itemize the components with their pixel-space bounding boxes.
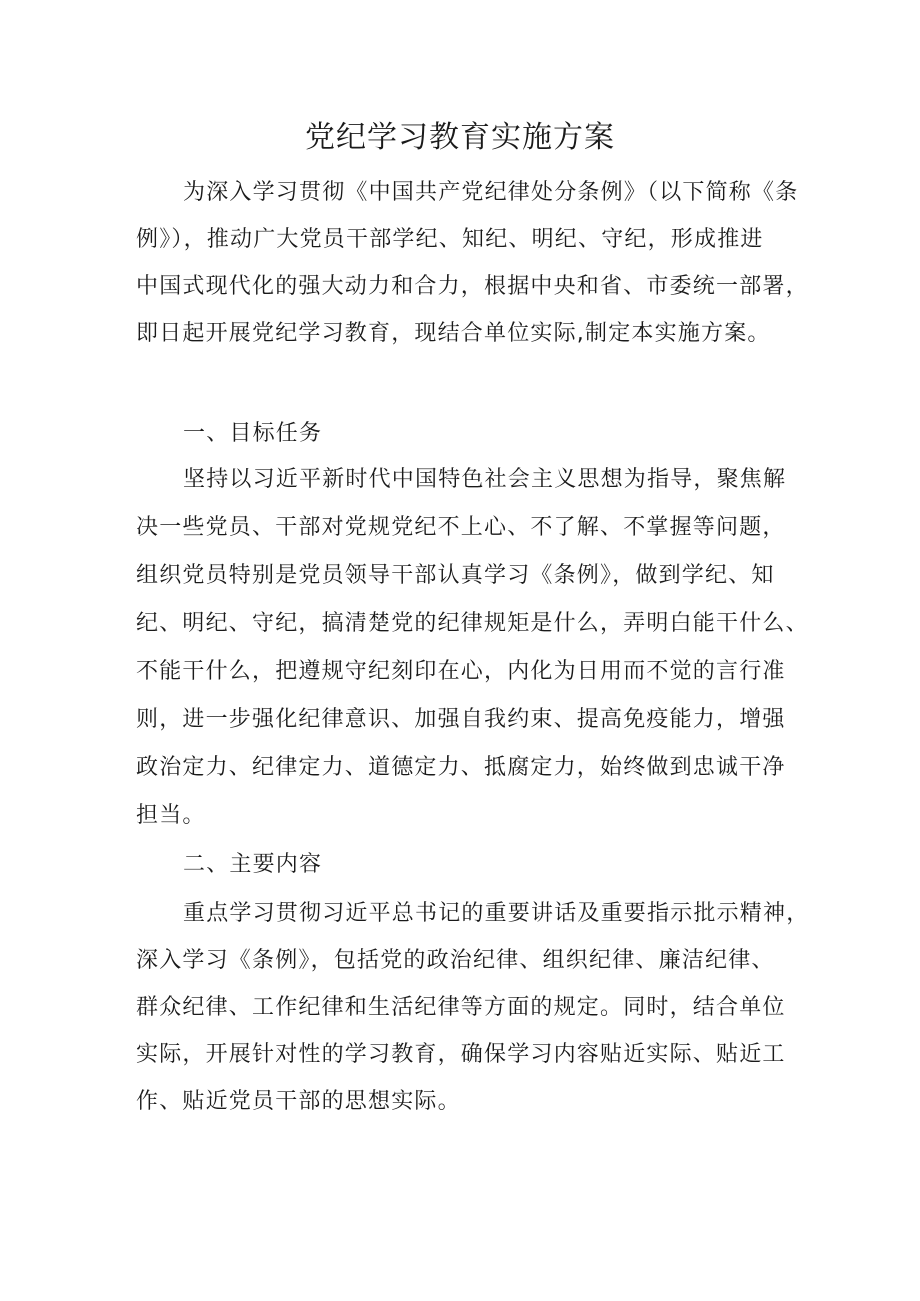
section2-line: 群众纪律、工作纪律和生活纪律等方面的规定。同时，结合单位 (136, 995, 786, 1020)
section1-line: 则，进一步强化纪律意识、加强自我约束、提高免疫能力，增强 (136, 707, 786, 732)
intro-line: 中国式现代化的强大动力和合力，根据中央和省、市委统一部署， (136, 274, 809, 299)
section-heading-content: 二、主要内容 (183, 852, 323, 877)
section1-line: 担当。 (136, 803, 206, 828)
section-heading-goals: 一、目标任务 (183, 421, 323, 446)
section1-line: 决一些党员、干部对党规党纪不上心、不了解、不掌握等问题， (136, 515, 786, 540)
section1-line: 不能干什么，把遵规守纪刻印在心，内化为日用而不觉的言行准 (136, 659, 786, 684)
section1-line: 纪、明纪、守纪，搞清楚党的纪律规矩是什么，弄明白能干什么、 (136, 611, 809, 636)
intro-line: 为深入学习贯彻《中国共产党纪律处分条例》（以下简称《条 (183, 180, 799, 205)
document-title: 党纪学习教育实施方案 (305, 120, 615, 155)
section1-line: 坚持以习近平新时代中国特色社会主义思想为指导，聚焦解 (183, 467, 787, 492)
section1-line: 组织党员特别是党员领导干部认真学习《条例》，做到学纪、知 (136, 563, 775, 588)
section2-line: 深入学习《条例》，包括党的政治纪律、组织纪律、廉洁纪律、 (136, 948, 775, 973)
section2-line: 作、贴近党员干部的思想实际。 (136, 1089, 461, 1114)
section1-line: 政治定力、纪律定力、道德定力、抵腐定力，始终做到忠诚干净 (136, 755, 786, 780)
section2-line: 重点学习贯彻习近平总书记的重要讲话及重要指示批示精神， (183, 901, 810, 926)
intro-line: 例》），推动广大党员干部学纪、知纪、明纪、守纪，形成推进 (136, 227, 764, 252)
section2-line: 实际，开展针对性的学习教育，确保学习内容贴近实际、贴近工 (136, 1042, 786, 1067)
intro-line: 即日起开展党纪学习教育，现结合单位实际,制定本实施方案。 (136, 321, 771, 346)
